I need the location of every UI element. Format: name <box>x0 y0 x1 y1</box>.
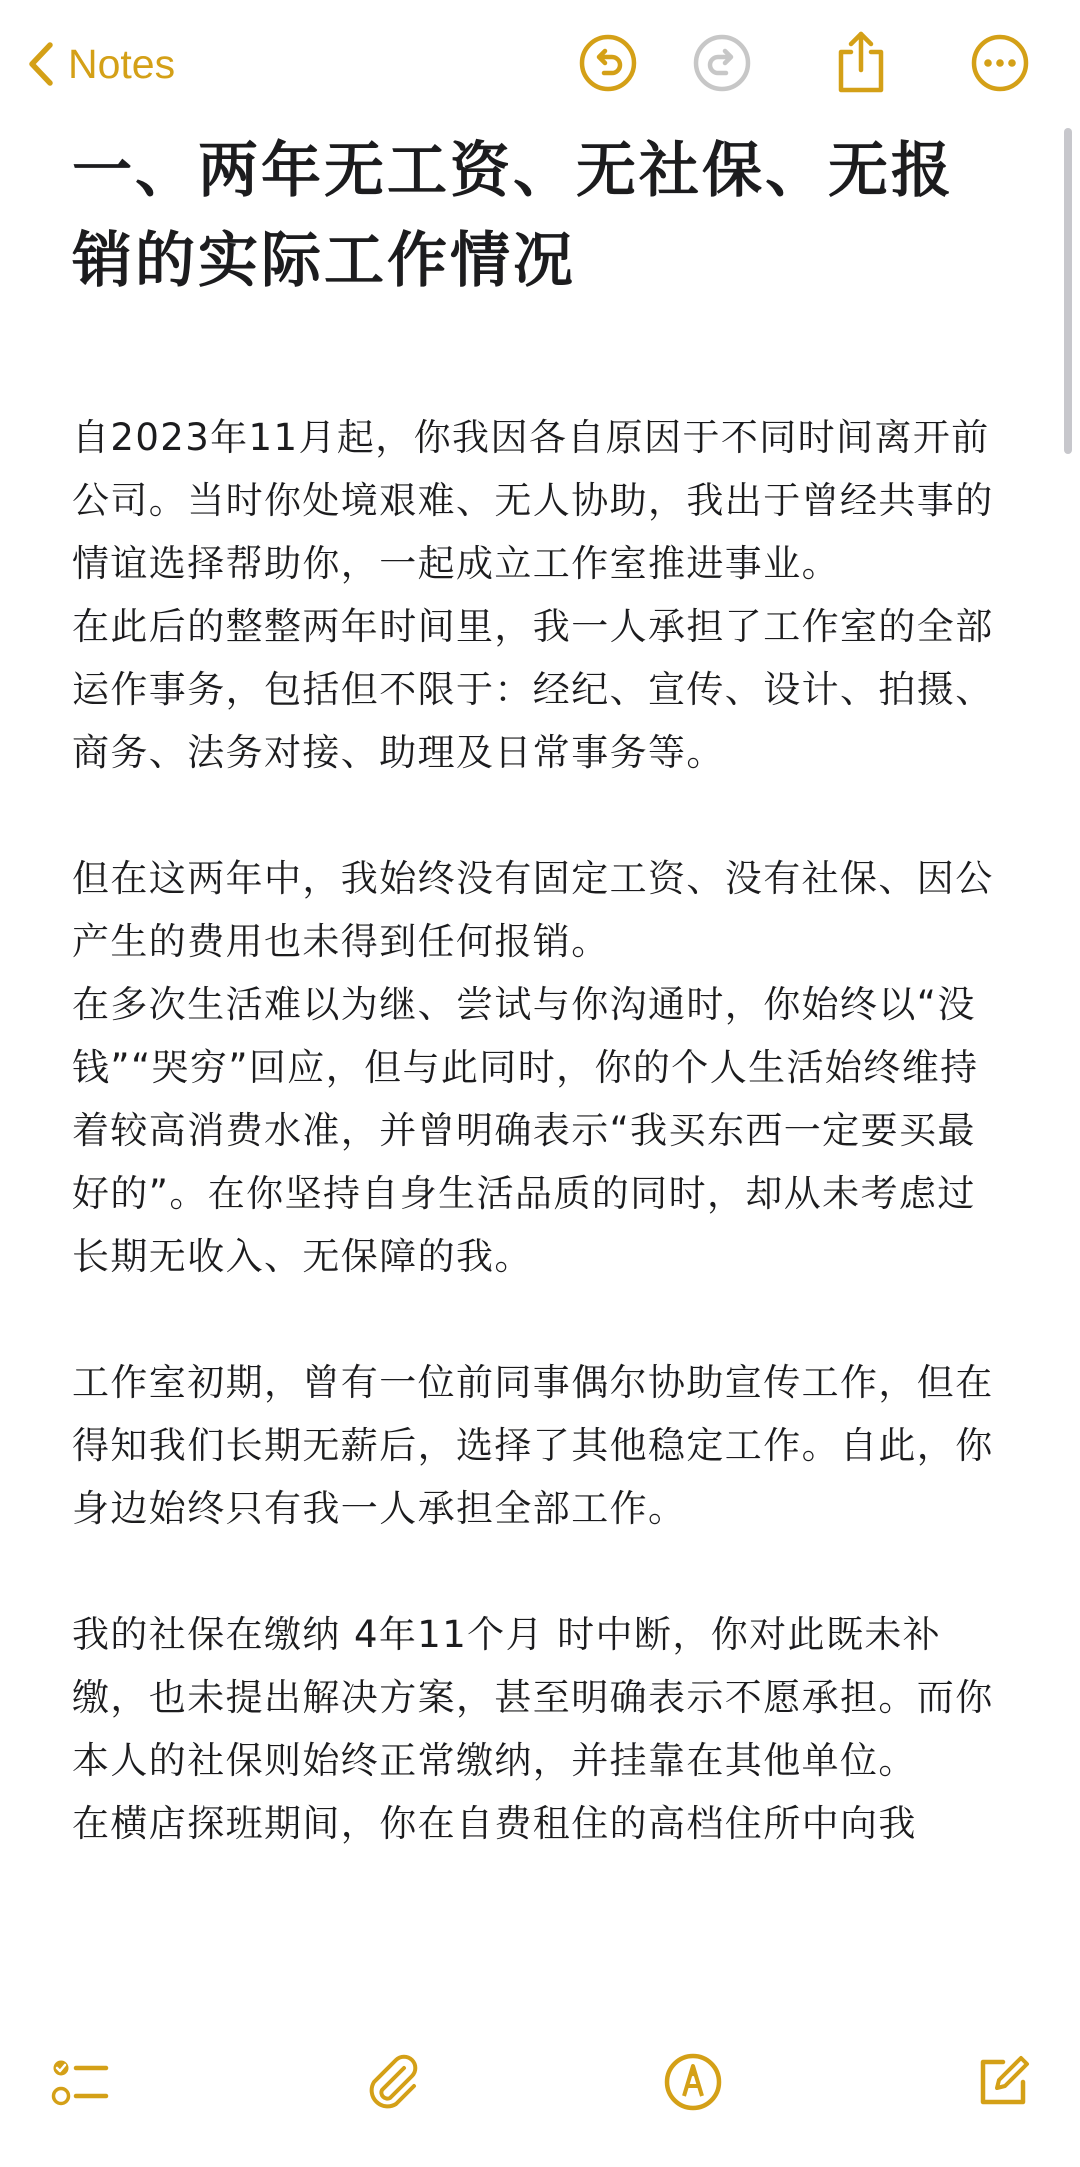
more-icon <box>970 33 1030 97</box>
note-paragraph: 但在这两年中，我始终没有固定工资、没有社保、因公产生的费用也未得到任何报销。 <box>72 857 994 963</box>
attachment-icon <box>364 2052 424 2116</box>
navigation-bar <box>0 0 1080 128</box>
nav-faded-text <box>270 60 710 86</box>
checklist-button[interactable] <box>48 2052 112 2116</box>
note-paragraph: 自2023年11月起，你我因各自原因于不同时间离开前公司。当时你处境艰难、无人协助，我出于曾经共事的情谊选择帮助你，一起成立工作室推进事业。 <box>72 416 994 585</box>
note-title: 一、两年无工资、无社保、无报销的实际工作情况 <box>72 136 954 296</box>
undo-button[interactable] <box>577 34 639 96</box>
note-paragraph: 在多次生活难以为继、尝试与你沟通时，你始终以“没钱”“哭穷”回应，但与此同时，你的个人生活始终维持着较高消费水准，并曾明确表示“我买东西一定要买最好的”。在你坚持自身生活品质的同时，却从未考虑过长期无收入、无保障的我。 <box>72 983 979 1278</box>
note-paragraphs <box>72 406 1012 1855</box>
more-button[interactable] <box>969 34 1031 96</box>
redo-button[interactable] <box>691 34 753 96</box>
note-paragraph: 工作室初期，曾有一位前同事偶尔协助宣传工作，但在得知我们长期无薪后，选择了其他稳定工作。自此，你身边始终只有我一人承担全部工作。 <box>72 1361 994 1530</box>
chevron-left-icon <box>28 41 54 87</box>
back-button-label: Notes <box>68 40 176 87</box>
note-paragraph: 我的社保在缴纳 4年11个月 时中断，你对此既未补缴，也未提出解决方案，甚至明确表示不愿承担。而你本人的社保则始终正常缴纳，并挂靠在其他单位。 <box>72 1613 994 1782</box>
checklist-icon <box>50 2054 110 2114</box>
scroll-indicator[interactable] <box>1064 128 1072 454</box>
share-button[interactable] <box>830 34 892 96</box>
note-paragraph: 在横店探班期间，你在自费租住的高档住所中向我 <box>72 1802 917 1845</box>
markup-pen-icon <box>663 2052 723 2116</box>
attachment-button[interactable] <box>362 2052 426 2116</box>
compose-button[interactable] <box>971 2052 1035 2116</box>
note-body[interactable] <box>72 126 1012 1855</box>
undo-icon <box>578 33 638 97</box>
compose-icon <box>973 2052 1033 2116</box>
share-icon <box>833 30 889 100</box>
note-paragraph: 在此后的整整两年时间里，我一人承担了工作室的全部运作事务，包括但不限于：经纪、宣传、设计、拍摄、商务、法务对接、助理及日常事务等。 <box>72 605 994 774</box>
back-button[interactable] <box>28 32 175 96</box>
bottom-toolbar <box>0 2012 1080 2167</box>
markup-button[interactable] <box>661 2052 725 2116</box>
redo-icon <box>692 33 752 97</box>
